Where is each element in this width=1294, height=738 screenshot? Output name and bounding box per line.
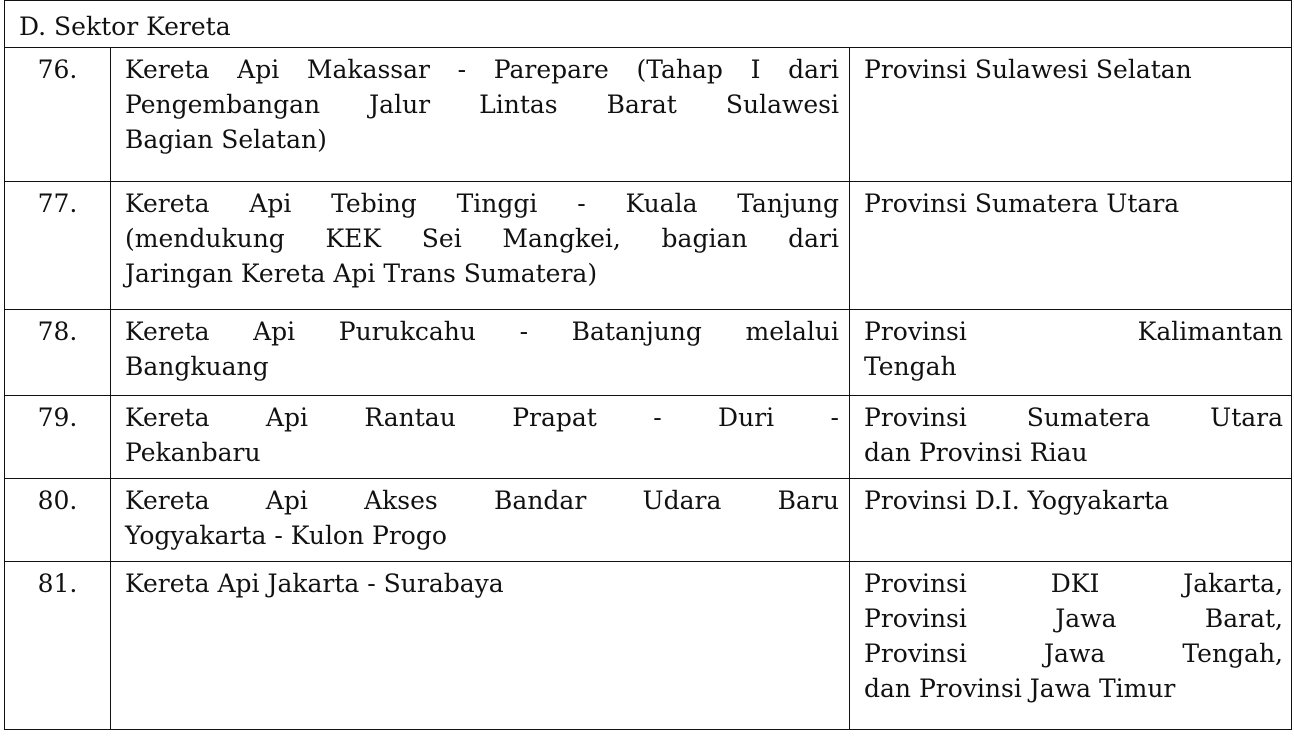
table-row [5, 48, 1292, 182]
project-table [4, 0, 1292, 730]
location-line: Provinsi DKI Jakarta, [864, 569, 1284, 598]
row-number: 79. [5, 396, 111, 479]
section-title: D. Sektor Kereta [5, 1, 1292, 48]
row-number: 76. [5, 48, 111, 182]
table-row [5, 396, 1292, 479]
description-line: Kereta Api Rantau Prapat - Duri - [125, 403, 839, 432]
location-line: Provinsi Sulawesi Selatan [864, 55, 1192, 84]
location-line: dan Provinsi Jawa Timur [864, 674, 1176, 703]
section-header-row [5, 1, 1292, 48]
location-line: Provinsi Jawa Tengah, [864, 639, 1284, 668]
table-row [5, 182, 1292, 310]
description-line: Bagian Selatan) [125, 125, 327, 154]
row-number: 77. [5, 182, 111, 310]
project-location [850, 310, 1292, 396]
description-line: Kereta Api Jakarta - Surabaya [125, 569, 504, 598]
description-line: Jaringan Kereta Api Trans Sumatera) [125, 259, 598, 288]
description-line: Bangkuang [125, 352, 269, 381]
location-line: Provinsi D.I. Yogyakarta [864, 486, 1170, 515]
description-line: Pengembangan Jalur Lintas Barat Sulawesi [125, 90, 839, 119]
project-location [850, 396, 1292, 479]
project-location [850, 562, 1292, 730]
project-location [850, 182, 1292, 310]
location-line: Tengah [864, 352, 957, 381]
project-description [111, 48, 850, 182]
table-row [5, 562, 1292, 730]
description-line: Kereta Api Tebing Tinggi - Kuala Tanjung [125, 189, 839, 218]
description-line: Yogyakarta - Kulon Progo [125, 521, 447, 550]
description-line: Kereta Api Makassar - Parepare (Tahap I dari [125, 55, 839, 84]
location-line: Provinsi Sumatera Utara [864, 189, 1180, 218]
row-number: 80. [5, 479, 111, 562]
project-description [111, 479, 850, 562]
location-line: Provinsi Jawa Barat, [864, 604, 1284, 633]
project-location [850, 48, 1292, 182]
row-number: 81. [5, 562, 111, 730]
project-description [111, 310, 850, 396]
project-description [111, 396, 850, 479]
location-line: Provinsi Kalimantan [864, 317, 1284, 346]
table-row [5, 310, 1292, 396]
description-line: Kereta Api Purukcahu - Batanjung melalui [125, 317, 839, 346]
description-line: Kereta Api Akses Bandar Udara Baru [125, 486, 839, 515]
description-line: Pekanbaru [125, 438, 261, 467]
project-description [111, 182, 850, 310]
description-line: (mendukung KEK Sei Mangkei, bagian dari [125, 224, 839, 253]
location-line: dan Provinsi Riau [864, 438, 1088, 467]
table-row [5, 479, 1292, 562]
location-line: Provinsi Sumatera Utara [864, 403, 1284, 432]
project-description [111, 562, 850, 730]
row-number: 78. [5, 310, 111, 396]
project-location [850, 479, 1292, 562]
